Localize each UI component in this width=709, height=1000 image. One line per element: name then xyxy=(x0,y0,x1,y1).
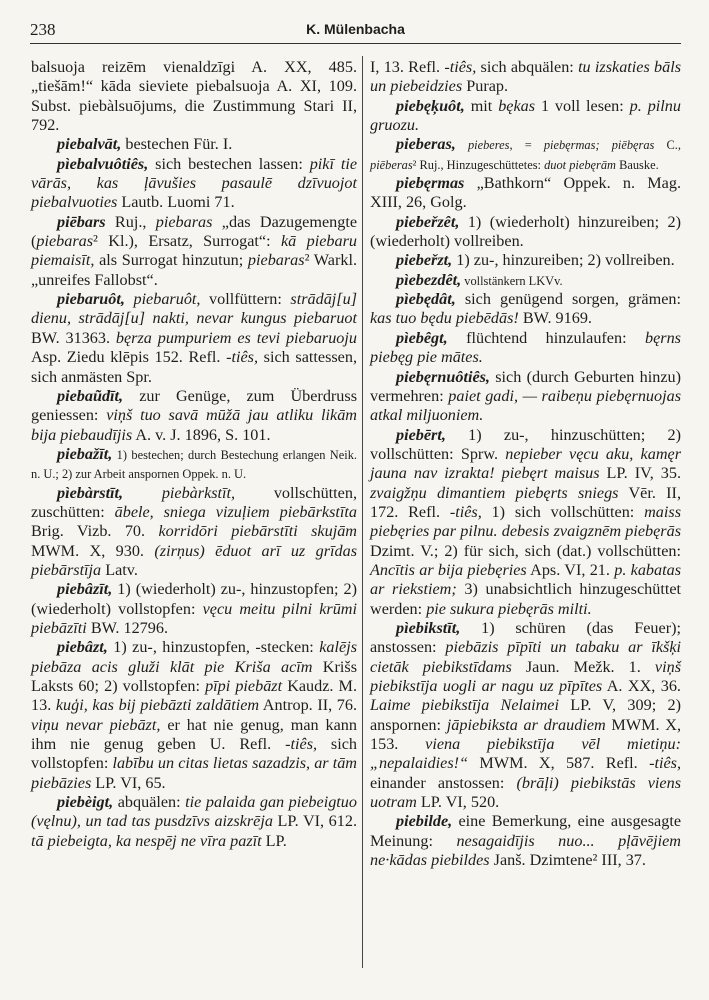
page-header xyxy=(30,20,681,42)
dictionary-entry xyxy=(31,484,357,581)
definition-text: Brig. Vizb. 70. xyxy=(31,522,159,541)
example-text: pie sukura piebęrās milti. xyxy=(426,599,592,618)
definition-text: A. XX, 36. xyxy=(602,677,681,695)
definition-text: 1) zu-, hinzuschütten; 2) vollschütten: Sprw. xyxy=(370,425,681,463)
definition-text: „Bathkorn“ Oppek. n. Mag. XIII, 26, Golg. xyxy=(370,174,681,212)
definition-text: Latv. xyxy=(101,560,138,579)
definition-text: abquälen: xyxy=(113,793,186,812)
example-text: pikī tie vārās, kas ļāvušies pasaulē dzīvuojot piebalvuoties xyxy=(31,154,358,212)
example-text: strādāj[u] dienu, strādāj[u] nakti, nevar kungus piebaruot xyxy=(31,290,357,328)
example-text: vęcu meitu pilni krūmi piebāzīti xyxy=(31,599,357,637)
example-text: (brāļi) piebikstās viens uotram xyxy=(370,773,681,812)
headword: pìebezdêt, xyxy=(396,270,462,289)
example-text: nesagaidījis nuo... pļāvējiem ne·kādas piebildes xyxy=(370,831,681,870)
definition-text: „das Dazugemengte ( xyxy=(31,212,358,251)
example-text: kā piebaru piemaisīt, xyxy=(31,232,357,270)
dictionary-entry xyxy=(370,329,681,368)
example-text: maiss piebęries par pilnu. debesis zvaigznēm piebęrās xyxy=(370,502,681,541)
example-text: Laime piebikstīja Nelaimei xyxy=(370,696,559,715)
small-text: ² Ruj., Hinzugeschüttetes: xyxy=(412,157,545,172)
headword: pìebàrstīt, xyxy=(57,483,124,502)
headword: pìebêgt, xyxy=(396,328,448,347)
example-text: piebāzis pīpīti un tabaku ar īkšķi cietāk piebikstīdams xyxy=(370,638,682,676)
small-text: 1) bestechen; durch Bestechung erlangen Neik. n. U.; 2) zur Arbeit anspornen Oppek. n. U. xyxy=(31,447,357,482)
definition-text: sich genügend sorgen, grämen: xyxy=(455,290,681,309)
definition-text: sich bestechen lassen: xyxy=(148,154,310,173)
example-text: bęrns piebęg pie mātes. xyxy=(370,328,681,367)
definition-text: 1 voll lesen: xyxy=(535,96,630,115)
definition-text: ² Kl.), Ersatz, Surrogat“: xyxy=(93,232,281,251)
definition-text: sich abquälen: xyxy=(476,58,579,76)
dictionary-entry xyxy=(31,387,357,445)
example-text: bękas xyxy=(498,96,536,115)
definition-text: LP. VI, 65. xyxy=(91,773,166,792)
small-example-text: duot piebęrām xyxy=(544,157,616,172)
definition-text: LP. xyxy=(261,831,287,850)
definition-text: Janš. Dzimtene² III, 37. xyxy=(489,851,646,870)
definition-text: einander anstossen: xyxy=(370,773,517,792)
definition-text: BW. 12796. xyxy=(86,618,169,637)
small-text xyxy=(456,138,468,152)
definition-text: eine Bemerkung, eine ausgesagte Meinung: xyxy=(370,812,681,850)
definition-text: Purap. xyxy=(462,77,509,96)
definition-text: zur Genüge, zum Überdruss geniessen: xyxy=(31,386,357,425)
headword: piebaũdīt, xyxy=(57,386,124,405)
headword: pìebalvuôtiês, xyxy=(57,154,149,173)
example-text: pīpi piebāzt xyxy=(205,677,283,695)
dictionary-entry xyxy=(370,97,681,136)
headword: piebažīt, xyxy=(57,444,113,463)
definition-text: vollfüttern: xyxy=(200,290,291,309)
example-text: piebaras xyxy=(247,251,305,270)
example-text: zvaigžņu dimantiem piebęrts sniegs xyxy=(370,483,619,502)
dictionary-entry xyxy=(370,368,681,426)
definition-text: Jaun. Mežk. 1. xyxy=(511,657,655,676)
running-head: K. Mülenbacha xyxy=(306,21,405,37)
dictionary-entry xyxy=(31,445,357,484)
example-text: tā piebeigta, ka nespēj ne vīra pazīt xyxy=(31,831,262,850)
definition-text: flüchtend hinzulaufen: xyxy=(447,328,646,347)
right-column xyxy=(370,58,681,870)
dictionary-entry xyxy=(370,271,681,290)
headword: piebeřzêt, xyxy=(396,212,460,231)
example-text: (zirņus) ēduot arī uz grīdas piebārstīja xyxy=(31,541,357,579)
definition-text: LP. VI, 612. xyxy=(272,812,357,831)
dictionary-entry xyxy=(31,638,357,793)
example-text: -tiês, xyxy=(649,754,681,773)
headword: piebâzt, xyxy=(57,638,108,657)
definition-text: ² Warkl. „unreifes Fallobst“. xyxy=(31,251,357,289)
definition-text: 1) schüren (das Feuer); anstossen: xyxy=(370,618,681,657)
example-text: jāpiebiksta ar draudiem xyxy=(446,715,606,734)
dictionary-entry xyxy=(370,619,681,812)
example-text: viņš piebikstīja uogli ar nagu uz pīpītes xyxy=(370,657,681,695)
headword: piebęrnuôtiês, xyxy=(396,367,490,386)
small-text: Bauske. xyxy=(616,157,659,172)
definition-text: sich (durch Geburten hinzu) vermehren: xyxy=(370,367,681,405)
column-divider xyxy=(362,56,363,968)
definition-text: Aps. VI, 21. xyxy=(526,560,615,579)
example-text: paiet gadi, — raibeņu piebęrnuojas atkal miljuoniem. xyxy=(370,386,681,425)
example-text: viņu nevar piebāzt, xyxy=(31,715,161,734)
definition-text: LP. IV, 35. xyxy=(599,464,681,483)
definition-text: 1) (wiederholt) zu-, hinzustopfen; 2) (wiederholt) vollstopfen: xyxy=(31,580,357,618)
definition-text: vollschütten, zuschütten: xyxy=(31,483,357,521)
definition-text: Krišs Laksts 60; 2) vollstopfen: xyxy=(31,657,357,695)
example-text: piebàrkstīt, xyxy=(161,483,236,502)
dictionary-entry xyxy=(31,290,357,387)
definition-text: I, 13. Refl. xyxy=(370,58,445,76)
definition-text: LP. V, 309; 2) anspornen: xyxy=(370,696,681,734)
definition-text: Asp. Ziedu klēpis 152. Refl. xyxy=(31,348,227,367)
definition-text: 1) (wiederholt) hinzureiben; 2) (wiederholt) vollreiben. xyxy=(370,212,681,251)
dictionary-entry-continuation xyxy=(370,58,681,97)
definition-text: Antrop. II, 76. xyxy=(259,696,358,715)
example-text: -tiês, xyxy=(285,735,318,754)
small-example-text: piebęrmas; piēbęras xyxy=(543,138,655,153)
dictionary-entry xyxy=(370,174,681,213)
example-text: Ancītis ar bija piebęries xyxy=(370,560,527,579)
headword: piebaruôt, xyxy=(57,290,125,309)
definition-text xyxy=(123,484,162,502)
small-text: C., xyxy=(654,138,681,153)
definition-text: MWM. X, 153. xyxy=(370,715,682,754)
small-example-text: piēberas xyxy=(370,157,413,172)
definition-text: 3) unabsichtlich hinzugeschüttet werden: xyxy=(370,580,682,618)
headword: piebâzīt, xyxy=(57,580,113,599)
dictionary-entry xyxy=(31,213,357,290)
dictionary-entry xyxy=(31,793,357,851)
definition-text: als Surrogat hinzutun; xyxy=(94,251,248,270)
left-column xyxy=(31,58,357,851)
example-text: kalējs piebāza acis gluži klāt pie Kriša acīm xyxy=(31,638,357,676)
example-text: tu izskaties bāls un piebeidzies xyxy=(370,58,682,96)
definition-text: 1) zu-, hinzureiben; 2) vollreiben. xyxy=(452,251,675,270)
definition-text: BW. 31363. xyxy=(31,328,116,347)
headword: piebèigt, xyxy=(57,793,114,812)
headword: piēbars xyxy=(57,212,106,231)
definition-text: Dzimt. V.; 2) für sich, sich (dat.) vollschütten: xyxy=(370,541,681,560)
dictionary-entry xyxy=(31,580,357,638)
example-text: -tiês, xyxy=(444,58,477,76)
example-text: korridōri piebārstīti skujām xyxy=(158,522,357,541)
headword: piebeřzt, xyxy=(396,251,453,270)
definition-text: MWM. X, 587. Refl. xyxy=(468,754,650,773)
definition-text: 1) sich vollschütten: xyxy=(481,502,645,521)
dictionary-entry xyxy=(370,251,681,270)
definition-text: LP. VI, 520. xyxy=(416,793,500,812)
definition-text: BW. 9169. xyxy=(518,309,592,328)
dictionary-entry xyxy=(370,213,681,252)
definition-text: er hat nie genug, man kann ihm nie genug geben U. Refl. xyxy=(31,715,357,754)
definition-text: balsuoja reizēm vienaldzīgi A. XX, 485. „tiešām!“ kāda sieviete piebalsuoja A. XI, 109. Subst. piebàlsuōjums, die Zustimmung Stari II, 792. xyxy=(31,58,357,135)
dictionary-entry xyxy=(370,426,681,619)
definition-text: Ruj., xyxy=(105,212,156,231)
headword: pìebikstīt, xyxy=(396,618,461,637)
definition-text: sich sattessen, sich anmästen Spr. xyxy=(31,348,357,386)
page-number: 238 xyxy=(30,20,56,39)
example-text: p. pilnu gruozu. xyxy=(370,96,681,135)
headword: pìebędât, xyxy=(396,290,456,309)
small-text: = xyxy=(512,138,544,153)
dictionary-entry xyxy=(370,812,681,870)
example-text: ābele, sniega vizuļiem piebārkstīta xyxy=(114,502,357,521)
headword: piebęrmas xyxy=(396,174,465,193)
example-text: -tiês, xyxy=(449,502,482,521)
small-example-text: pieberes, xyxy=(467,138,513,153)
example-text: piebaruôt, xyxy=(133,290,201,309)
headword: pieberas, xyxy=(396,135,456,154)
definition-text: Lautb. Luomi 71. xyxy=(117,193,235,212)
dictionary-entry xyxy=(370,290,681,329)
definition-text: sich vollstopfen: xyxy=(31,735,358,773)
example-text: bęrza pumpuriem es tevi piebaruoju xyxy=(115,328,357,347)
header-rule xyxy=(30,43,681,44)
headword: piebęķuôt, xyxy=(396,96,465,115)
definition-text: A. v. J. 1896, S. 101. xyxy=(132,425,271,444)
example-text: p. kabatas ar riekstiem; xyxy=(370,560,682,599)
example-text: piebaras xyxy=(36,232,94,251)
example-text: viena piebikstīja vēl mietiņu: „nepalaidies!“ xyxy=(370,735,681,773)
definition-text: MWM. X, 930. xyxy=(31,541,155,560)
small-text: vollstänkern LKVv. xyxy=(461,273,563,288)
example-text: kuģi, kas bij piebāzti zaldātiem xyxy=(55,696,260,715)
headword: piebalvāt, xyxy=(57,135,122,154)
dictionary-entry xyxy=(31,135,357,154)
definition-text: bestechen Für. I. xyxy=(121,135,233,154)
example-text: labību un citas lietas sazadzis, ar tām piebāzies xyxy=(31,754,357,792)
headword: piebērt, xyxy=(396,425,446,444)
dictionary-entry xyxy=(370,135,681,174)
definition-text: mit xyxy=(464,96,499,115)
dictionary-entry xyxy=(31,155,357,213)
example-text: -tiês, xyxy=(226,348,259,367)
headword: piebilde, xyxy=(396,812,453,831)
example-text: kas tuo będu piebēdās! xyxy=(370,309,519,328)
example-text: tie palaida gan piebeigtuo (vęlnu), un tad tas pusdzīvs aizskrēja xyxy=(31,793,357,831)
definition-text: 1) zu-, hinzustopfen, -stecken: xyxy=(107,638,320,657)
example-text: nepieber vęcu aku, kamęr jauna nav izrakta! piebęrt maisus xyxy=(370,444,681,483)
example-text: piebaras xyxy=(155,212,213,231)
definition-text: Vēr. II, 172. Refl. xyxy=(370,483,681,521)
example-text: viņš tuo savā mūžā jau atliku likām bija piebaudījis xyxy=(31,406,358,444)
definition-text: Kaudz. M. 13. xyxy=(31,677,357,715)
dictionary-entry-continuation xyxy=(31,58,357,135)
